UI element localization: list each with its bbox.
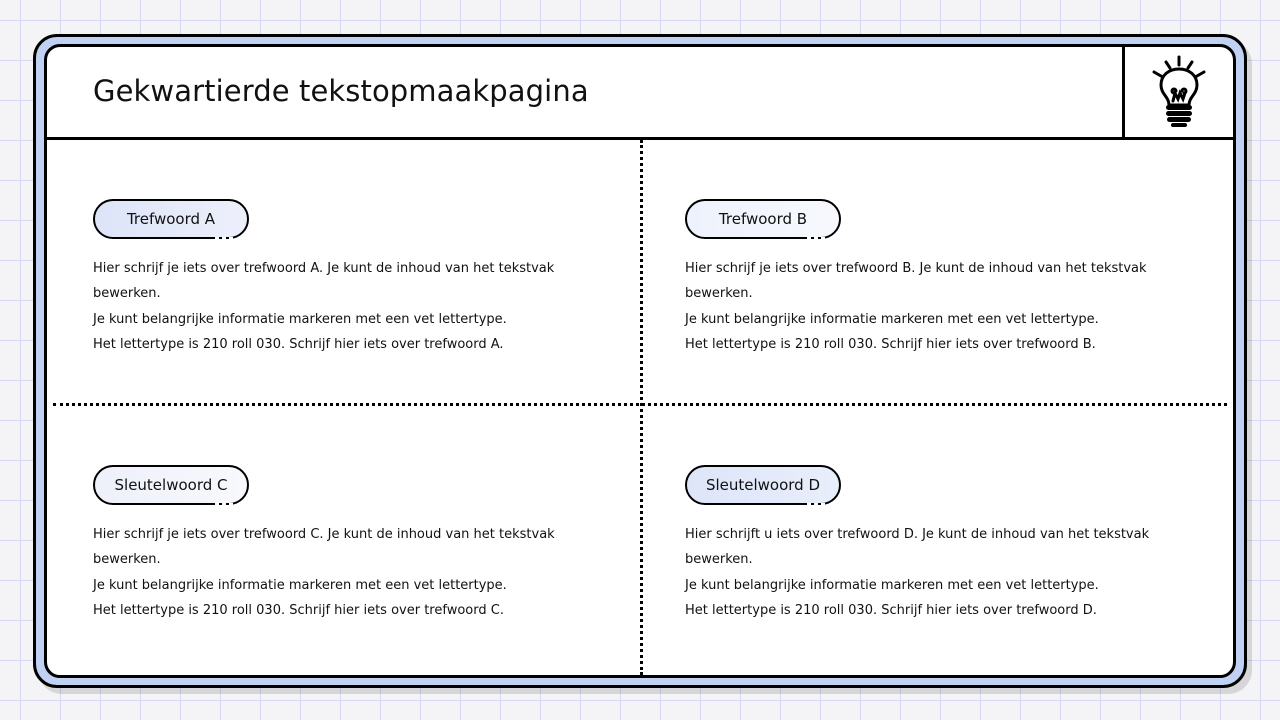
text-line: bewerken. bbox=[93, 552, 161, 568]
quadrant-c-text[interactable] bbox=[93, 522, 613, 623]
text-line: Je kunt belangrijke informatie markeren met een vet lettertype. bbox=[685, 311, 1099, 327]
quadrant-a bbox=[93, 199, 613, 357]
text-line: Het lettertype is 210 roll 030. Schrijf hier iets over trefwoord C. bbox=[93, 602, 504, 618]
text-line: bewerken. bbox=[685, 286, 753, 302]
text-line: Je kunt belangrijke informatie markeren met een vet lettertype. bbox=[685, 577, 1099, 593]
icon-cell bbox=[1122, 47, 1233, 137]
keyword-badge-c: Sleutelwoord C bbox=[93, 465, 249, 505]
header-bar bbox=[47, 47, 1233, 140]
text-line: Het lettertype is 210 roll 030. Schrijf hier iets over trefwoord D. bbox=[685, 602, 1097, 618]
text-line: Hier schrijf je iets over trefwoord C. Je kunt de inhoud van het tekstvak bbox=[93, 527, 555, 542]
lightbulb-icon bbox=[1150, 53, 1208, 129]
text-line: Hier schrijft u iets over trefwoord D. Je kunt de inhoud van het tekstvak bbox=[685, 527, 1150, 542]
text-line: Je kunt belangrijke informatie markeren met een vet lettertype. bbox=[93, 311, 507, 327]
slide-frame bbox=[33, 34, 1247, 688]
text-line: bewerken. bbox=[93, 286, 161, 302]
keyword-badge-b: Trefwoord B bbox=[685, 199, 841, 239]
text-line: Je kunt belangrijke informatie markeren met een vet lettertype. bbox=[93, 577, 507, 593]
page-title: Gekwartierde tekstopmaakpagina bbox=[93, 74, 589, 108]
quadrant-c bbox=[93, 465, 613, 623]
text-line: bewerken. bbox=[685, 552, 753, 568]
text-line: Hier schrijf je iets over trefwoord B. Je kunt de inhoud van het tekstvak bbox=[685, 261, 1147, 276]
vertical-divider bbox=[640, 140, 643, 675]
keyword-badge-a: Trefwoord A bbox=[93, 199, 249, 239]
quadrant-b-text[interactable] bbox=[685, 256, 1205, 357]
quadrant-d-text[interactable] bbox=[685, 522, 1205, 623]
text-line: Het lettertype is 210 roll 030. Schrijf hier iets over trefwoord B. bbox=[685, 336, 1096, 352]
slide-panel bbox=[44, 44, 1236, 678]
text-line: Het lettertype is 210 roll 030. Schrijf hier iets over trefwoord A. bbox=[93, 336, 504, 352]
horizontal-divider bbox=[53, 403, 1227, 406]
quadrant-b bbox=[685, 199, 1205, 357]
text-line: Hier schrijf je iets over trefwoord A. Je kunt de inhoud van het tekstvak bbox=[93, 261, 555, 276]
quadrant-d bbox=[685, 465, 1205, 623]
keyword-badge-d: Sleutelwoord D bbox=[685, 465, 841, 505]
quadrant-a-text[interactable] bbox=[93, 256, 613, 357]
